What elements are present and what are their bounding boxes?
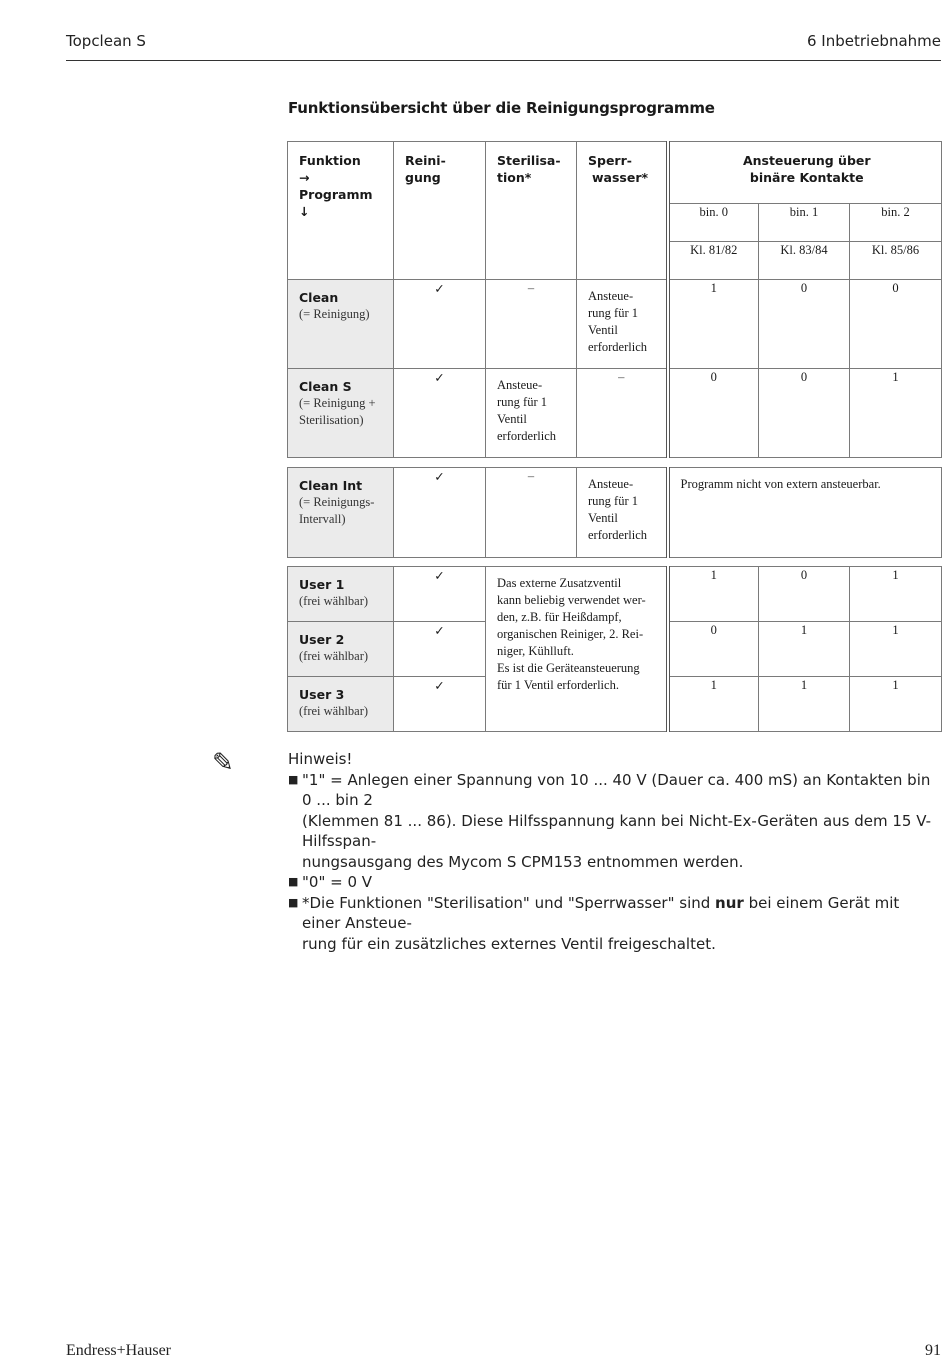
bit-value: 1 xyxy=(668,280,759,369)
bit-value: 1 xyxy=(759,622,850,677)
program-description: (frei wählbar) xyxy=(299,704,369,718)
bit-value: 1 xyxy=(850,369,942,458)
bullet-icon: ■ xyxy=(288,895,299,909)
user-note-line: für 1 Ventil erforderlich. xyxy=(497,678,619,692)
dash: – xyxy=(577,369,668,458)
bit-value: 0 xyxy=(759,369,850,458)
header-klemme-81-82: Kl. 81/82 xyxy=(668,242,759,280)
note-line: rung für ein zusätzliches externes Ventil freigeschaltet. xyxy=(302,934,716,953)
bit-value: 0 xyxy=(850,280,942,369)
header-ansteuerung-line2: binäre Kontakte xyxy=(749,170,864,185)
pencil-note-icon: ✎ xyxy=(212,748,234,778)
header-funktion: Funktion xyxy=(299,153,361,168)
header-klemme-85-86: Kl. 85/86 xyxy=(850,242,942,280)
ventil-note xyxy=(577,280,668,369)
check-icon: ✓ xyxy=(394,622,486,677)
program-description: Sterilisation) xyxy=(299,413,364,427)
check-icon: ✓ xyxy=(394,677,486,732)
program-table-users xyxy=(287,566,942,732)
user-note-line: organischen Reiniger, 2. Rei- xyxy=(497,627,644,641)
ventil-note xyxy=(577,468,668,558)
bit-value: 0 xyxy=(668,622,759,677)
running-header-title: Topclean S xyxy=(66,32,146,50)
note-emphasis: nur xyxy=(715,893,744,912)
dash: – xyxy=(486,280,577,369)
header-sterilisation xyxy=(486,142,577,280)
check-icon: ✓ xyxy=(394,280,486,369)
user-note-line: kann beliebig verwendet wer- xyxy=(497,593,646,607)
bit-value: 0 xyxy=(668,369,759,458)
hinweis-heading: Hinweis! xyxy=(288,750,353,768)
page-number: 91 xyxy=(925,1342,941,1359)
table-row-clean xyxy=(288,280,942,369)
ventil-note-line: Ansteue- xyxy=(588,477,634,491)
header-bin-1: bin. 1 xyxy=(759,204,850,242)
not-externally-controllable-note: Programm nicht von extern ansteuerbar. xyxy=(668,468,942,558)
header-klemme-83-84: Kl. 83/84 xyxy=(759,242,850,280)
list-item xyxy=(288,770,938,873)
ventil-note xyxy=(486,369,577,458)
check-icon: ✓ xyxy=(394,567,486,622)
note-line: "1" = Anlegen einer Spannung von 10 ... 40 V (Dauer ca. 400 mS) an Kontakten bin 0 ... bin 2 xyxy=(302,770,931,809)
user-note-line: Das externe Zusatzventil xyxy=(497,576,622,590)
bit-value: 1 xyxy=(850,677,942,732)
table-row-user-1 xyxy=(288,567,942,622)
bullet-icon: ■ xyxy=(288,772,299,786)
note-line: (Klemmen 81 ... 86). Diese Hilfsspannung kann bei Nicht-Ex-Geräten aus dem 15 V-Hilfsspan- xyxy=(302,811,932,850)
bullet-icon: ■ xyxy=(288,875,299,888)
ventil-note-line: rung für 1 xyxy=(588,306,638,320)
section-title: Funktionsübersicht über die Reinigungsprogramme xyxy=(288,99,715,117)
bit-value: 1 xyxy=(668,567,759,622)
header-bin-2: bin. 2 xyxy=(850,204,942,242)
ventil-note-line: erforderlich xyxy=(588,528,647,542)
header-sperrwasser-line2: wasser* xyxy=(592,170,649,185)
program-table-main xyxy=(287,141,942,458)
check-icon: ✓ xyxy=(394,369,486,458)
ventil-note-line: rung für 1 xyxy=(588,494,638,508)
program-description: (frei wählbar) xyxy=(299,649,369,663)
bit-value: 1 xyxy=(759,677,850,732)
header-sperrwasser-line1: Sperr- xyxy=(588,153,632,168)
user-valve-note xyxy=(486,567,668,732)
program-user-3 xyxy=(288,677,394,732)
bit-value: 0 xyxy=(759,280,850,369)
note-text: *Die Funktionen "Sterilisation" und "Sperrwasser" sind xyxy=(302,893,716,912)
list-item xyxy=(288,893,938,955)
ventil-note-line: Ventil xyxy=(588,323,618,337)
note-text: bei einem Gerät mit einer Ansteue- xyxy=(302,893,900,932)
user-note-line: Es ist die Geräteansteuerung xyxy=(497,661,640,675)
program-description: (= Reinigungs- xyxy=(299,495,375,509)
dash: – xyxy=(486,468,577,558)
note-line: nungsausgang des Mycom S CPM153 entnommen werden. xyxy=(302,852,744,871)
program-clean-int xyxy=(288,468,394,558)
header-rule xyxy=(66,60,941,61)
program-clean xyxy=(288,280,394,369)
program-name: Clean xyxy=(299,290,339,305)
header-ansteuerung xyxy=(668,142,942,204)
header-ansteuerung-line1: Ansteuerung über xyxy=(742,153,871,168)
program-name: User 1 xyxy=(299,577,345,592)
program-table-clean-int xyxy=(287,467,942,558)
note-line: "0" = 0 V xyxy=(302,873,373,891)
header-reinigung-line1: Reini- xyxy=(405,153,446,168)
bit-value: 1 xyxy=(850,622,942,677)
header-reinigung xyxy=(394,142,486,280)
ventil-note-line: Ansteue- xyxy=(588,289,634,303)
program-description: Intervall) xyxy=(299,512,346,526)
arrow-right-icon: → xyxy=(299,170,310,185)
program-name: User 2 xyxy=(299,632,345,647)
ventil-note-line: Ventil xyxy=(588,511,618,525)
program-user-2 xyxy=(288,622,394,677)
user-note-line: niger, Kühlluft. xyxy=(497,644,574,658)
check-icon: ✓ xyxy=(394,468,486,558)
hinweis-block xyxy=(288,749,938,954)
header-reinigung-line2: gung xyxy=(405,170,441,185)
list-item xyxy=(288,872,938,893)
hinweis-list xyxy=(288,770,938,955)
program-name: Clean Int xyxy=(299,478,363,493)
bit-value: 1 xyxy=(668,677,759,732)
ventil-note-line: erforderlich xyxy=(497,429,556,443)
ventil-note-line: erforderlich xyxy=(588,340,647,354)
program-description: (frei wählbar) xyxy=(299,594,369,608)
ventil-note-line: rung für 1 xyxy=(497,395,547,409)
header-bin-0: bin. 0 xyxy=(668,204,759,242)
header-sterilisation-line2: tion* xyxy=(497,170,532,185)
bit-value: 0 xyxy=(759,567,850,622)
program-name: User 3 xyxy=(299,687,345,702)
program-clean-s xyxy=(288,369,394,458)
user-note-line: den, z.B. für Heißdampf, xyxy=(497,610,622,624)
program-user-1 xyxy=(288,567,394,622)
header-funktion-programm xyxy=(288,142,394,280)
table-row-clean-int xyxy=(288,468,942,558)
arrow-down-icon: ↓ xyxy=(299,204,310,219)
ventil-note-line: Ventil xyxy=(497,412,527,426)
ventil-note-line: Ansteue- xyxy=(497,378,543,392)
header-sterilisation-line1: Sterilisa- xyxy=(497,153,561,168)
header-sperrwasser xyxy=(577,142,668,280)
bit-value: 1 xyxy=(850,567,942,622)
footer-publisher: Endress+Hauser xyxy=(66,1342,171,1359)
program-description: (= Reinigung + xyxy=(299,396,376,410)
running-header-chapter: 6 Inbetriebnahme xyxy=(806,32,941,50)
program-name: Clean S xyxy=(299,379,352,394)
table-row-clean-s xyxy=(288,369,942,458)
program-description: (= Reinigung) xyxy=(299,307,370,321)
header-programm: Programm xyxy=(299,187,373,202)
